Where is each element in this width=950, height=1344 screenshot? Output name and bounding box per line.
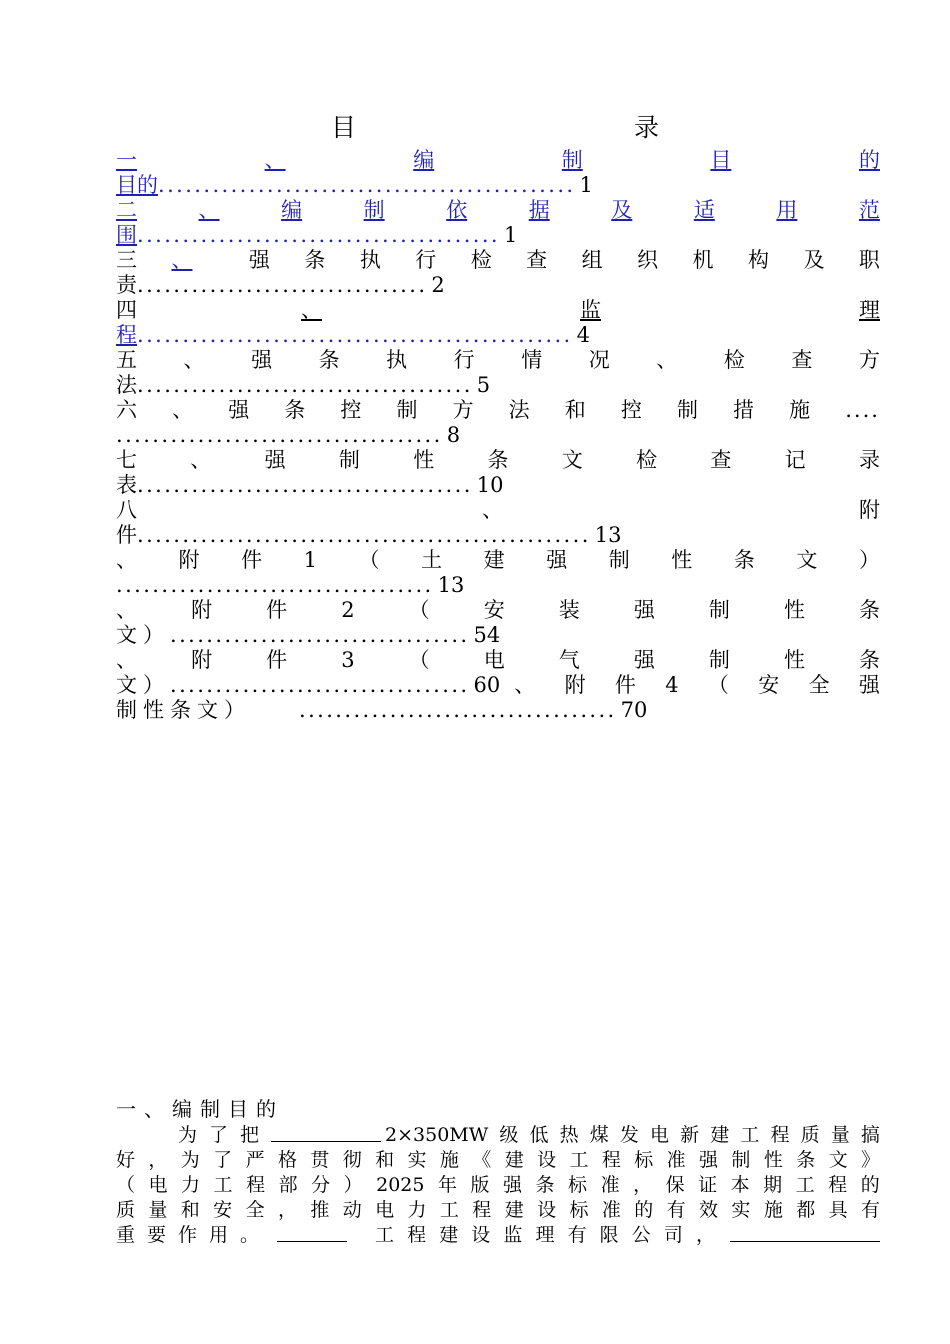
leader-dots: ................................... xyxy=(299,698,617,722)
toc-page: 8 xyxy=(446,423,461,447)
para-text-6: 重要作用。 xyxy=(116,1224,272,1246)
section-purpose xyxy=(116,1095,880,1248)
toc-entry-4-line-2[interactable]: 程................................................ 4 xyxy=(116,323,590,347)
leader-dots: ................................... xyxy=(116,573,434,597)
toc-entry-8-char: 附 xyxy=(859,498,880,522)
toc-entry-10-line-1[interactable]: 、 附 件 2 （ 安 装 强 制 性 条 xyxy=(116,598,880,622)
leader-dots: ................................. xyxy=(170,623,470,647)
toc-entry-9-line-1[interactable]: 、 附 件 1 （ 土 建 强 制 性 条 文 ） xyxy=(116,548,880,572)
leader-dots: .............................................. xyxy=(158,173,576,197)
toc-entry-5-line-2[interactable]: 法..................................... 5 xyxy=(116,373,491,397)
toc-title: 目 录 xyxy=(331,113,794,142)
toc-page: 54 xyxy=(473,623,501,647)
toc-page: 4 xyxy=(576,323,590,347)
toc-entry-8-num: 八 xyxy=(116,498,137,522)
para-line-4: 质 量 和 安 全 ， 推 动 电 力 工 程 建 设 标 准 的 有 效 实 施 都 具 有 xyxy=(116,1199,880,1221)
toc-entry-2-line-1[interactable]: 二 、 编 制 依 据 及 适 用 范 xyxy=(116,198,880,222)
toc-entry-3-line-1[interactable]: 三 、 强 条 执 行 检 查 组 织 机 构 及 职 xyxy=(116,248,880,272)
para-line-1 xyxy=(116,1123,880,1148)
toc-entry-5-line-1[interactable]: 五 、 强 条 执 行 情 况 、 检 查 方 xyxy=(116,348,880,372)
toc-page: 10 xyxy=(476,473,504,497)
para-line-5 xyxy=(116,1223,880,1248)
para-text-2: 2×350MW 级 低 热 煤 发 电 新 建 工 程 质 量 搞 xyxy=(385,1124,880,1146)
toc-page: 13 xyxy=(594,523,622,547)
toc-entry-8-line-1[interactable] xyxy=(116,498,880,523)
para-line-2: 好 ， 为 了 严 格 贯 彻 和 实 施 《 建 设 工 程 标 准 强 制 性 条 文 》 xyxy=(116,1149,880,1171)
toc-page: 70 xyxy=(620,698,648,722)
toc-entry-4-line-1[interactable] xyxy=(116,298,880,323)
leader-dots: .................................... xyxy=(116,423,443,447)
toc-entry-11-line-1[interactable]: 、 附 件 3 （ 电 气 强 制 性 条 xyxy=(116,648,880,672)
toc-entry-12-line-2[interactable]: 制性条文） ................................... 70 xyxy=(116,698,648,722)
toc-entry-4-link[interactable]: 、 监 理 xyxy=(301,298,880,322)
para-text-7: 工 程 建 设 监 理 有 限 公 司 ， xyxy=(375,1224,715,1246)
blank-line[interactable] xyxy=(271,1123,381,1142)
toc-page: 13 xyxy=(437,573,465,597)
toc-entry-9-line-2[interactable] xyxy=(116,573,880,598)
para-line-3: （ 电 力 工 程 部 分 ） 2025 年 版 强 条 标 准 ， 保 证 本 期 工 程 的 xyxy=(116,1174,880,1196)
toc-page: 60 xyxy=(473,673,501,697)
leader-dots: ................................ xyxy=(137,273,428,297)
toc-page: 1 xyxy=(579,173,593,197)
toc-entry-12-line-1[interactable]: 、 附 件 4 （ 安 全 强 xyxy=(514,673,880,697)
leader-dots: ................................................ xyxy=(137,323,573,347)
toc-entry-10-line-2[interactable]: 文）................................. 54 xyxy=(116,623,501,647)
leader-dots: ........................................ xyxy=(137,223,501,247)
section-paragraph xyxy=(116,1123,880,1248)
toc-page: 5 xyxy=(476,373,491,397)
toc-entry-2-line-2[interactable]: 围........................................ 1 xyxy=(116,223,518,247)
leader-dots: .................................................. xyxy=(137,523,591,547)
toc-entry-8-line-2[interactable]: 件.................................................. 13 xyxy=(116,523,622,547)
toc-entry-6-line-1[interactable]: 六 、 强 条 控 制 方 法 和 控 制 措 施 .... xyxy=(116,398,880,422)
toc-entry-7-line-1[interactable]: 七 、 强 制 性 条 文 检 查 记 录 xyxy=(116,448,880,472)
para-text-1: 为了把 xyxy=(178,1124,272,1146)
toc-entry-4-num: 四 xyxy=(116,298,137,322)
toc-page: 2 xyxy=(431,273,445,297)
toc-entry-7-line-2[interactable]: 表..................................... 10 xyxy=(116,473,504,497)
toc-entry-11-line-2[interactable]: 文） ................................. 60 、 附 件 4 （ 安 全 强 xyxy=(116,673,880,697)
leader-dots: ................................. xyxy=(170,673,470,697)
section-heading: 一、编制目的 xyxy=(116,1097,284,1121)
toc-entry-1-line-1[interactable]: 一 、 编 制 目 的 xyxy=(116,148,880,172)
blank-line[interactable] xyxy=(277,1223,347,1242)
toc-entry-8-sep: 、 xyxy=(482,498,503,522)
table-of-contents xyxy=(116,148,880,723)
toc-entry-3-line-2[interactable]: 责................................ 2 xyxy=(116,273,445,297)
toc-entry-6-line-2[interactable] xyxy=(116,423,880,448)
blank-line[interactable] xyxy=(730,1223,880,1242)
leader-dots: ..................................... xyxy=(137,473,473,497)
toc-entry-1-line-2[interactable]: 目的.............................................. 1 xyxy=(116,173,593,197)
toc-page: 1 xyxy=(504,223,518,247)
leader-dots: ..................................... xyxy=(137,373,473,397)
